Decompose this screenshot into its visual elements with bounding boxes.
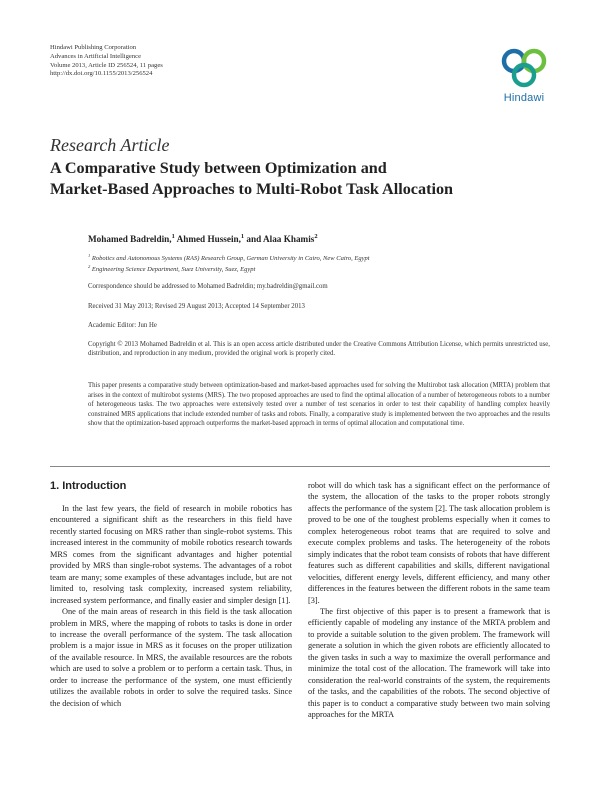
publisher-name: Hindawi Publishing Corporation (50, 44, 137, 51)
paragraph: One of the main areas of research in this field is the task allocation problem in MRS, where the mapping of robots to tasks is done in order to increase the overall performance of the system. The task allocation problem is a major issue in MRS as it focuses on the proper utilization of the available resource. In MRS, the available resources are the robots which are used to solve a problem or to perform a certain task. Thus, in order to increase the performance of the system, one must efficiently utilizes the available robots in order to solve the required tasks. Since the decision of which (50, 607, 292, 708)
academic-editor: Academic Editor: Jun He (88, 322, 157, 329)
affiliation-text: Robotics and Autonomous Systems (RAS) Research Group, German University in Cairo, New Cairo, Egypt (91, 255, 370, 262)
paper-title (50, 158, 550, 200)
paragraph: The first objective of this paper is to present a framework that is efficiently capable of modeling any instance of the MRTA problem and to provide a suitable solution to the given problem. The framework will generate a solution in which the given robots are efficiently allocated to the given tasks in such a way to maximize the overall performance and minimize the total cost of the allocation. The framework will take into consideration the real-world constraints of the system, the requirements of the tasks, and the capabilities of the robots. The second objective of this paper is to conduct a comparative study between two main solving approaches for the MRTA (308, 606, 550, 720)
author-name: and Alaa Khamis (246, 234, 315, 244)
journal-name: Advances in Artificial Intelligence (50, 52, 141, 60)
affiliation-number: 2 (88, 263, 91, 269)
correspondence: Correspondence should be addressed to Mohamed Badreldin; my.badreldin@gmail.com (88, 283, 328, 290)
hindawi-logo-icon (498, 44, 550, 90)
submission-dates: Received 31 May 2013; Revised 29 August 2013; Accepted 14 September 2013 (88, 303, 305, 310)
affiliation-text: Engineering Science Department, Suez University, Suez, Egypt (91, 266, 256, 273)
author-affiliation-mark: 1 (171, 232, 175, 240)
article-type: Research Article (50, 135, 170, 155)
hindawi-logo (498, 44, 550, 106)
affiliation-number: 1 (88, 252, 91, 258)
author-affiliation-mark: 2 (314, 232, 318, 240)
author-affiliation-mark: 1 (240, 232, 245, 240)
abstract: This paper presents a comparative study between optimization-based and market-based approaches used for solving the Multirobot task allocation (MRTA) problem that arises in the context of multirobot systems (MRS). The two proposed approaches are used to find the optimal allocation of a number of heterogeneous robots to a number of heterogeneous tasks. The two approaches were extensively tested over a number of test scenarios in order to test their capability of handling complex heavily constrained MRS applications that include extended number of tasks and robots. Finally, a comparative study is implemented between the two approaches and the results show that the optimization-based approach outperforms the market-based approach in terms of optimal allocation and computational time. (88, 382, 550, 428)
doi-link[interactable]: http://dx.doi.org/10.1155/2013/256524 (50, 70, 153, 78)
affiliation (88, 263, 256, 273)
author-name: Mohamed Badreldin, (88, 234, 172, 244)
right-column (308, 480, 550, 721)
copyright-notice: Copyright © 2013 Mohamed Badreldin et al. This is an open access article distributed under the Creative Commons Attribution License, which permits unrestricted use, distribution, and reproduction in any medium, provided the original work is properly cited. (88, 341, 550, 358)
affiliation (88, 252, 370, 262)
section-heading: 1. Introduction (50, 480, 127, 492)
logo-text: Hindawi (503, 92, 545, 104)
author-list (88, 234, 318, 244)
paragraph: In the last few years, the field of research in mobile robotics has encountered a significant shift as the researchers in this field have recently started focusing on MRS rather than single-robot systems. This increased interest in the community of mobile robotics research towards MRS comes from the significant advantages and higher potential provided by MRS than single-robot systems. The advantages of a robot team are many; some examples of these advantages include, but are not limited to, resolving task complexity, increased system reliability, increased system performance, and finally easier and simpler design [1]. (50, 504, 292, 605)
section-divider (50, 466, 550, 467)
author-name: Ahmed Hussein, (176, 234, 241, 244)
left-column (50, 503, 292, 709)
title-line-2: Market-Based Approaches to Multi-Robot Task Allocation (50, 180, 454, 198)
paragraph: robot will do which task has a significant effect on the performance of the system, the allocation of the tasks to the proper robots strongly affects the performance of the system [2]. The task allocation problem is proved to be one of the toughest problems especially when it comes to complex heterogeneous robot teams that are required to solve and execute complex problems and tasks. The heterogeneity of the robots simply indicates that the robot team consists of robots that have different features such as different capabilities and skills, different navigational velocities, different energy levels, different efficiency, and many other differences in the features between the different robots in the same team [3]. (308, 481, 550, 605)
volume-info: Volume 2013, Article ID 256524, 11 pages (50, 61, 163, 69)
journal-header (50, 44, 163, 79)
title-line-1: A Comparative Study between Optimization and (50, 159, 387, 177)
